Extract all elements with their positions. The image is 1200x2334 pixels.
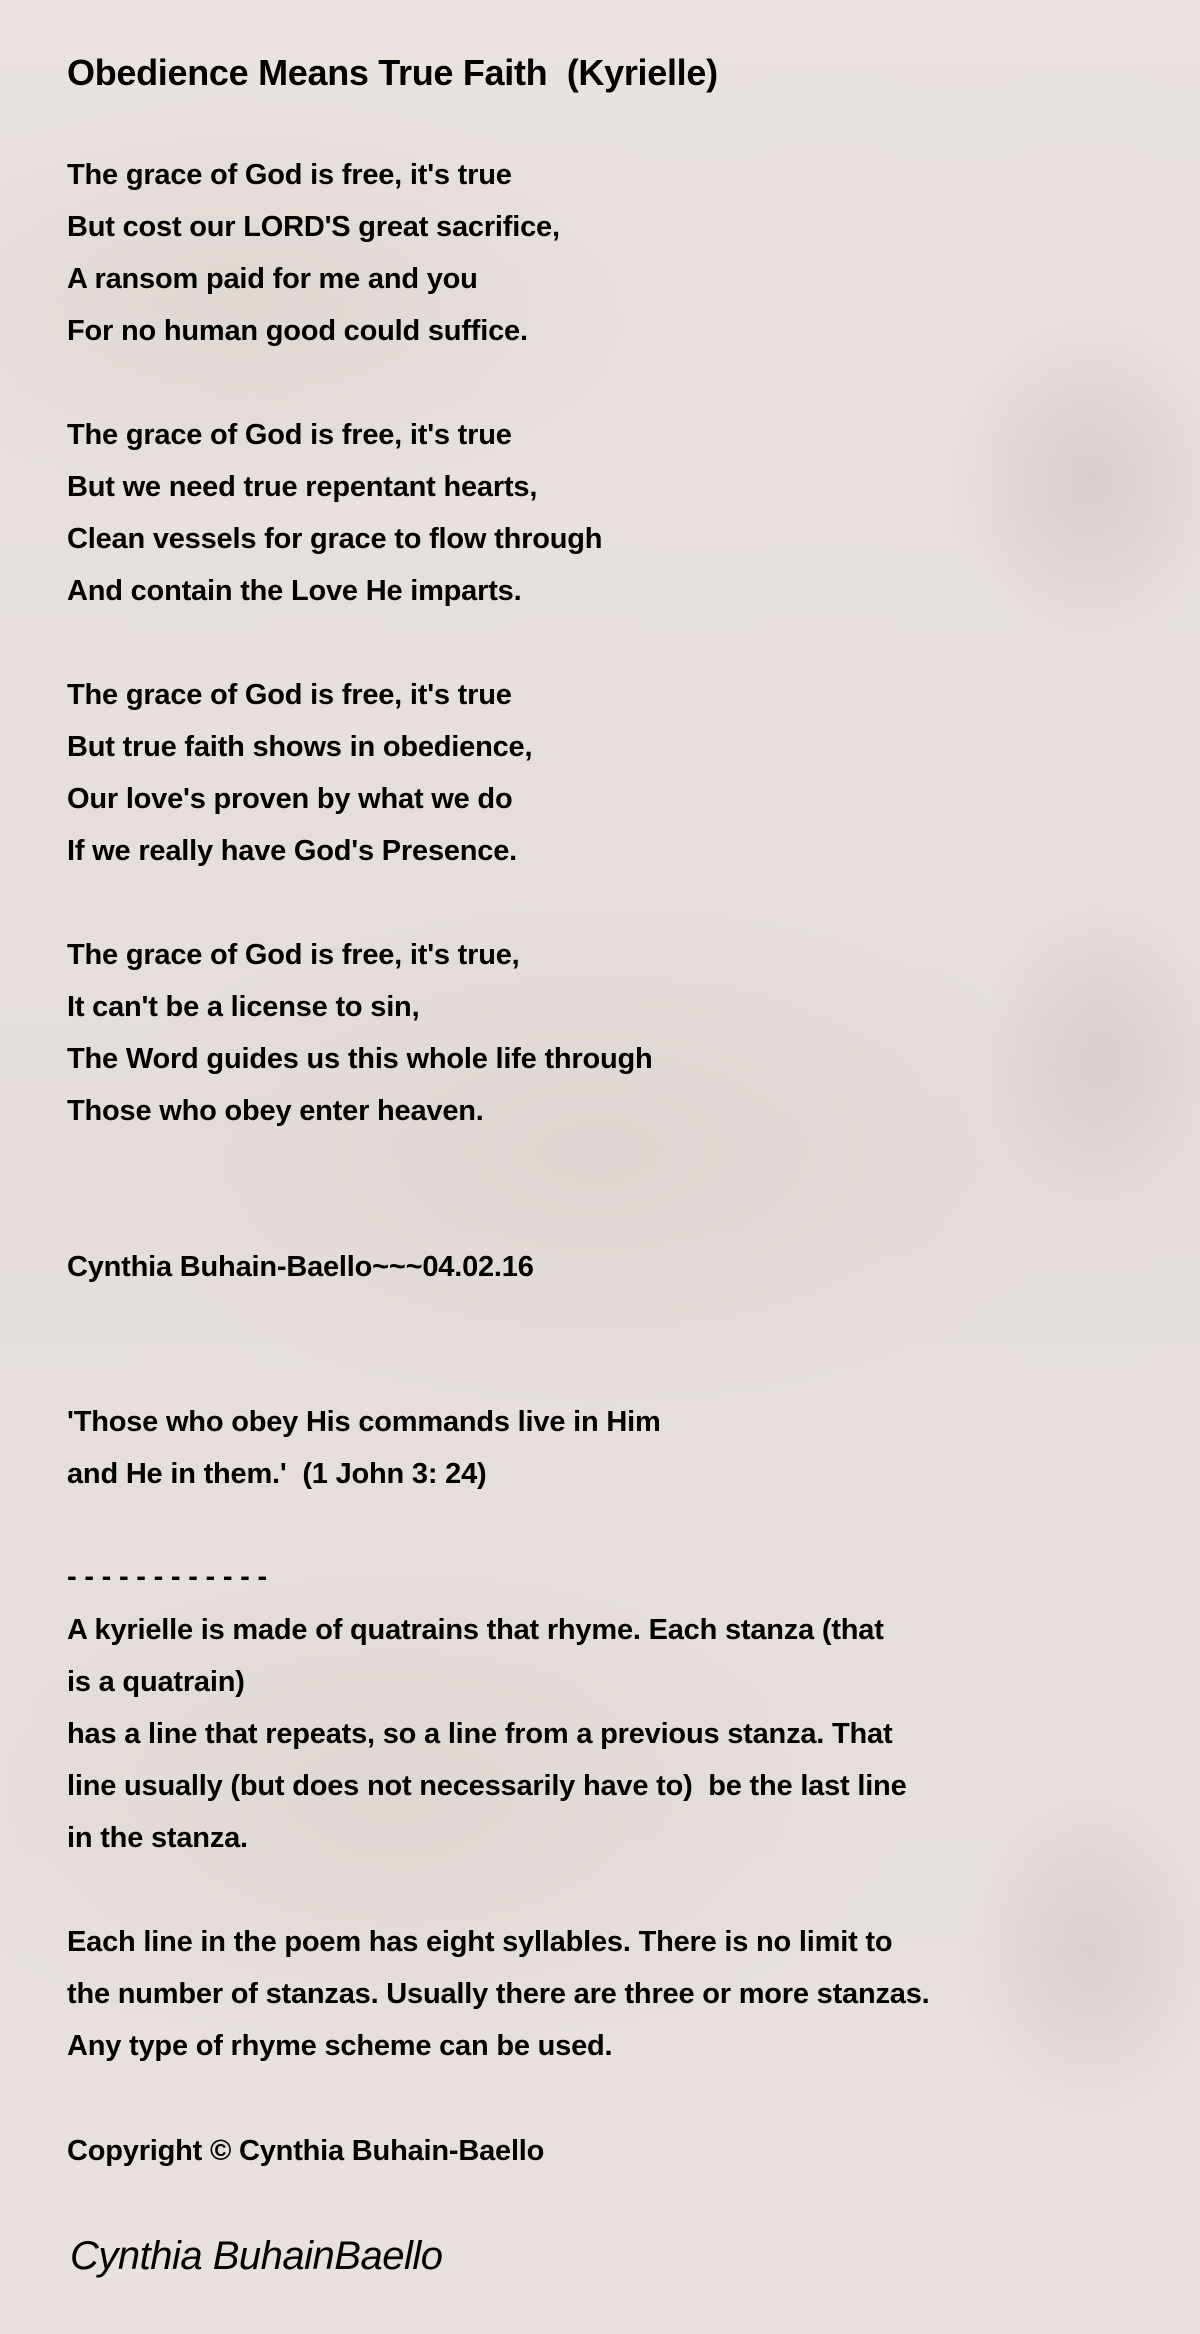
author-date-line: Cynthia Buhain-Baello~~~04.02.16 [67,1251,534,1283]
poem-line: But we need true repentant hearts, [67,471,538,503]
note-line: Each line in the poem has eight syllables. There is no limit to [67,1926,893,1958]
scripture-line: and He in them.' (1 John 3: 24) [67,1458,487,1490]
poem-line: But cost our LORD'S great sacrifice, [67,211,560,243]
poem-line: For no human good could suffice. [67,315,528,347]
poem-line: Our love's proven by what we do [67,783,513,815]
poem-line: Those who obey enter heaven. [67,1095,484,1127]
note-line: the number of stanzas. Usually there are three or more stanzas. [67,1978,930,2010]
note-line: Any type of rhyme scheme can be used. [67,2030,613,2062]
poem-line: The grace of God is free, it's true [67,419,512,451]
poem-line: The grace of God is free, it's true [67,679,512,711]
poem-line: The Word guides us this whole life through [67,1043,653,1075]
separator: - - - - - - - - - - - - [67,1561,267,1593]
note-line: line usually (but does not necessarily have to) be the last line [67,1770,907,1802]
poem-line: It can't be a license to sin, [67,991,420,1023]
poem-line: But true faith shows in obedience, [67,731,533,763]
poem-title: Obedience Means True Faith (Kyrielle) [67,52,718,93]
note-line: is a quatrain) [67,1666,245,1698]
poem-line: Clean vessels for grace to flow through [67,523,603,555]
scripture-line: 'Those who obey His commands live in Him [67,1406,661,1438]
copyright-notice: Copyright © Cynthia Buhain-Baello [67,2135,545,2167]
poem-line: And contain the Love He imparts. [67,575,522,607]
note-line: in the stanza. [67,1822,248,1854]
author-signature: Cynthia BuhainBaello [70,2234,443,2278]
poem-line: A ransom paid for me and you [67,263,478,295]
poem-line: The grace of God is free, it's true [67,159,512,191]
note-line: A kyrielle is made of quatrains that rhyme. Each stanza (that [67,1614,884,1646]
poem-line: If we really have God's Presence. [67,835,518,867]
note-line: has a line that repeats, so a line from a previous stanza. That [67,1718,893,1750]
poem-line: The grace of God is free, it's true, [67,939,520,971]
